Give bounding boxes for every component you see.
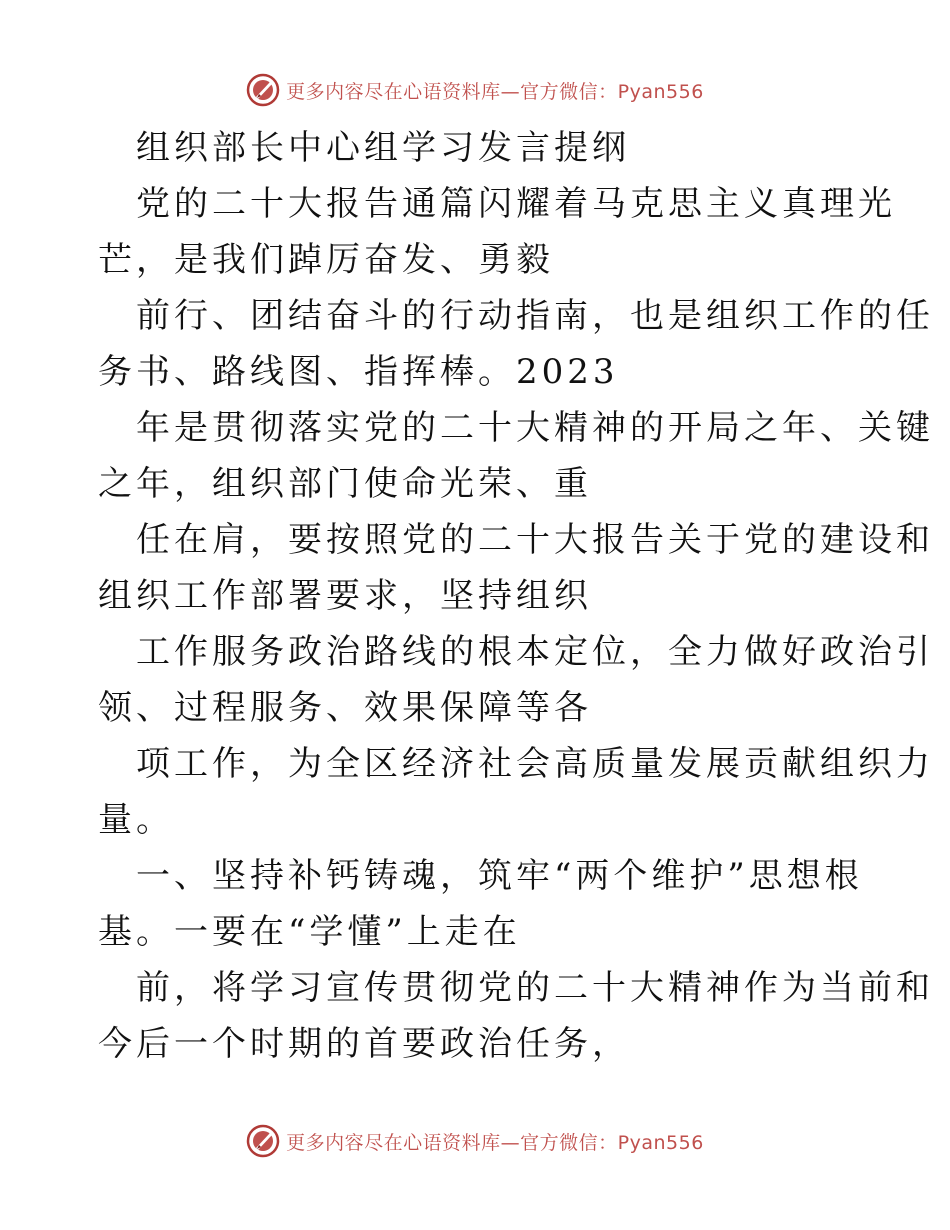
text-line: 党的二十大报告通篇闪耀着马克思主义真理光: [136, 184, 896, 224]
header-banner: [0, 70, 950, 110]
footer-text: 更多内容尽在心语资料库—官方微信：Pyan556: [286, 1131, 704, 1154]
document-title: 组织部长中心组学习发言提纲: [136, 128, 630, 168]
text-line: 项工作，为全区经济社会高质量发展贡献组织力: [136, 744, 934, 784]
text-line: 芒，是我们踔厉奋发、勇毅: [98, 240, 554, 280]
text-line: 任在肩，要按照党的二十大报告关于党的建设和: [136, 520, 934, 560]
quill-seal-logo-icon: [246, 1124, 280, 1158]
text-line: 务书、路线图、指挥棒。2023: [98, 352, 619, 392]
text-line: 前，将学习宣传贯彻党的二十大精神作为当前和: [136, 968, 934, 1008]
quill-seal-logo-icon: [246, 73, 280, 107]
text-line: 一、坚持补钙铸魂，筑牢“两个维护”思想根: [136, 856, 863, 896]
document-body: [98, 120, 934, 1072]
text-line: 之年，组织部门使命光荣、重: [98, 464, 592, 504]
text-line: 今后一个时期的首要政治任务，: [98, 1024, 630, 1064]
text-line: 基。一要在“学懂”上走在: [98, 912, 521, 952]
text-line: 组织工作部署要求，坚持组织: [98, 576, 592, 616]
text-line: 量。: [98, 800, 174, 840]
text-line: 年是贯彻落实党的二十大精神的开局之年、关键: [136, 408, 934, 448]
text-line: 前行、团结奋斗的行动指南，也是组织工作的任: [136, 296, 934, 336]
header-text: 更多内容尽在心语资料库—官方微信：Pyan556: [286, 80, 704, 103]
text-line: 工作服务政治路线的根本定位，全力做好政治引: [136, 632, 934, 672]
footer-banner: [0, 1121, 950, 1161]
text-line: 领、过程服务、效果保障等各: [98, 688, 592, 728]
